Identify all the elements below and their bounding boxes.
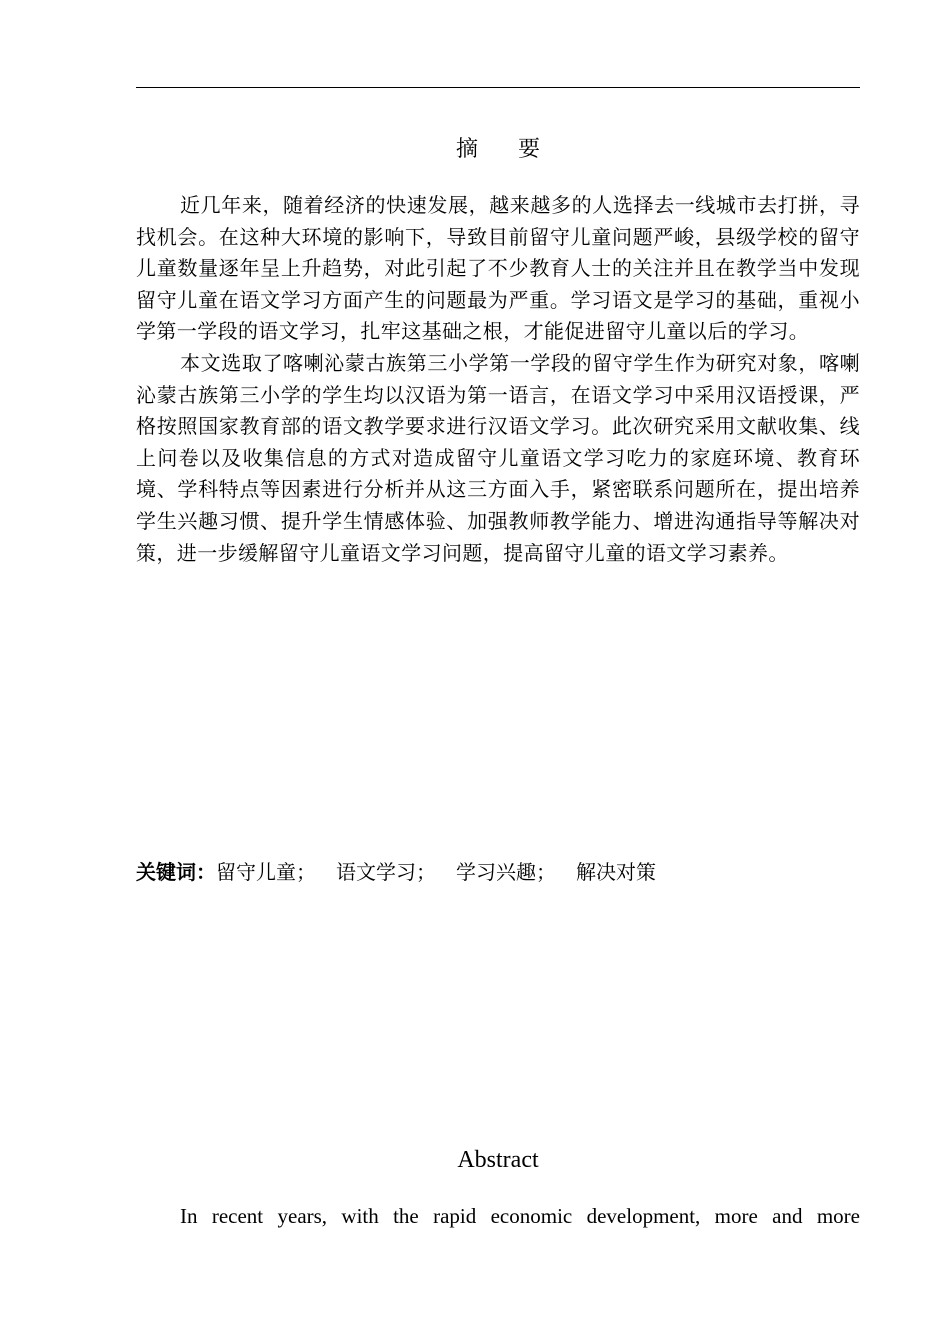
- title-char-1: 摘: [455, 137, 478, 162]
- chinese-abstract-body: [136, 190, 860, 569]
- keywords-line: [136, 856, 860, 888]
- chinese-abstract-title: [136, 134, 860, 166]
- keyword-2: 语文学习；: [336, 860, 436, 884]
- keyword-4: 解决对策: [576, 860, 656, 884]
- title-char-2: 要: [518, 137, 541, 162]
- header-rule: [136, 87, 860, 88]
- english-abstract-title: Abstract: [457, 1147, 539, 1173]
- abstract-paragraph-2: 本文选取了喀喇沁蒙古族第三小学第一学段的留守学生作为研究对象，喀喇沁蒙古族第三小学的学生均以汉语为第一语言，在语文学习中采用汉语授课，严格按照国家教育部的语文教学要求进行汉语文学习。此次研究采用文献收集、线上问卷以及收集信息的方式对造成留守儿童语文学习吃力的家庭环境、教育环境、学科特点等因素进行分析并从这三方面入手，紧密联系问题所在，提出培养学生兴趣习惯、提升学生情感体验、加强教师教学能力、增进沟通指导等解决对策，进一步缓解留守儿童语文学习问题，提高留守儿童的语文学习素养。: [136, 350, 860, 565]
- keywords-label: 关键词：: [136, 860, 216, 884]
- english-abstract-first-line: In recent years, with the rapid economic development, more and more: [180, 1204, 860, 1228]
- keyword-3: 学习兴趣；: [456, 860, 556, 884]
- keyword-1: 留守儿童；: [216, 860, 316, 884]
- abstract-paragraph-1: 近几年来，随着经济的快速发展，越来越多的人选择去一线城市去打拼，寻找机会。在这种大环境的影响下，导致目前留守儿童问题严峻，县级学校的留守儿童数量逐年呈上升趋势，对此引起了不少教育人士的关注并且在教学当中发现留守儿童在语文学习方面产生的问题最为严重。学习语文是学习的基础，重视小学第一学段的语文学习，扎牢这基础之根，才能促进留守儿童以后的学习。: [136, 193, 860, 344]
